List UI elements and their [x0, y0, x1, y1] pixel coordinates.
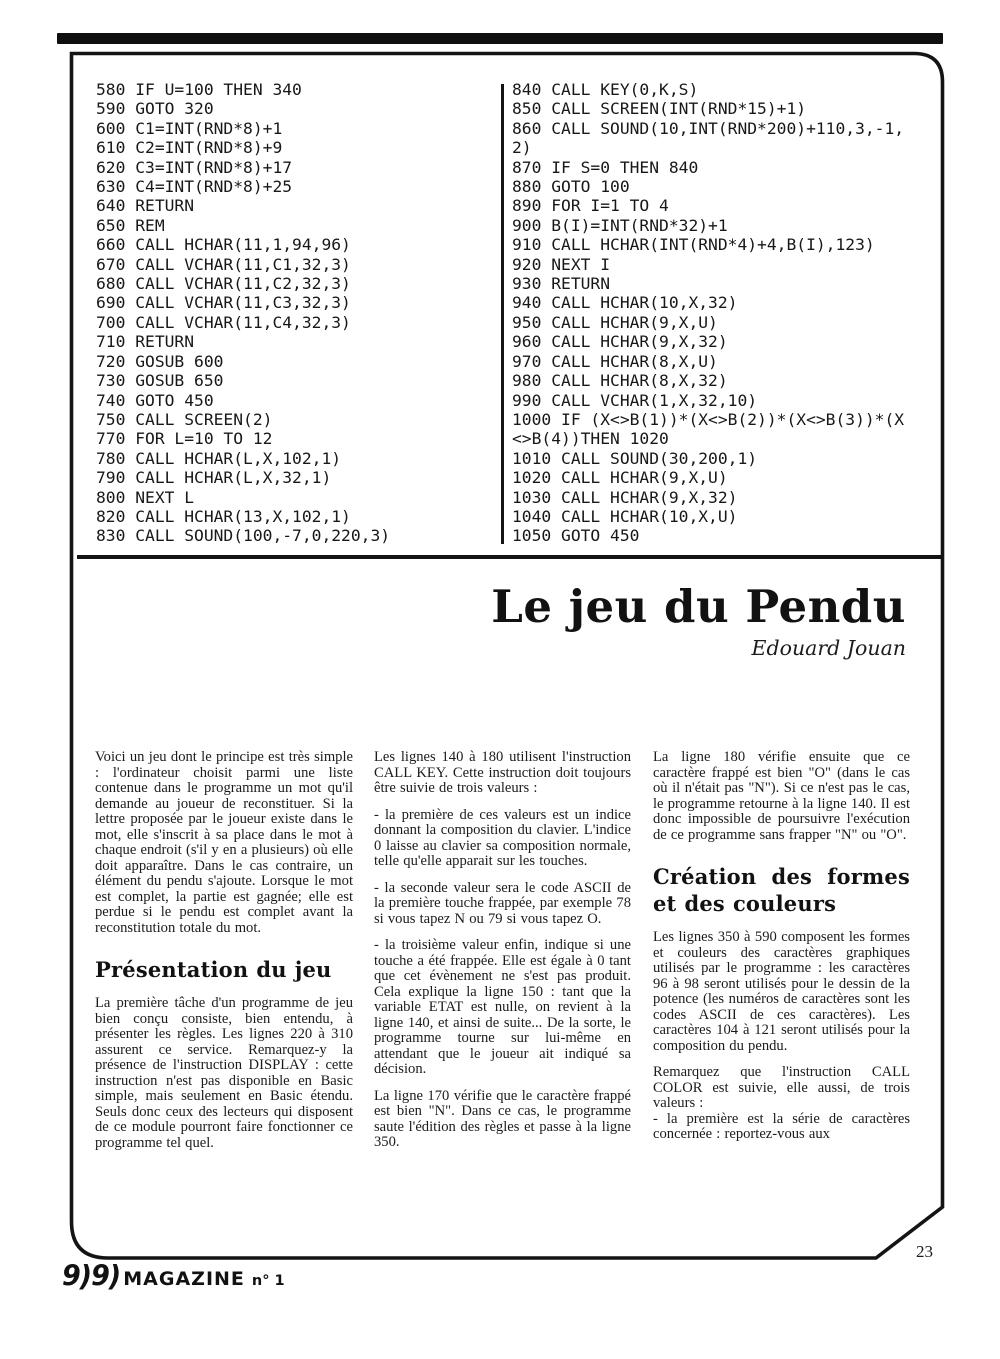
code-line: 910 CALL HCHAR(INT(RND*4)+4,B(I),123) — [512, 235, 875, 255]
code-line: 830 CALL SOUND(100,-7,0,220,3) — [96, 526, 391, 546]
code-line: 730 GOSUB 650 — [96, 371, 224, 391]
code-line: 600 C1=INT(RND*8)+1 — [96, 118, 283, 138]
code-line: 950 CALL HCHAR(9,X,U) — [512, 312, 718, 332]
article-paragraph: La ligne 170 vérifie que le caractère frappé est bien "N". Dans ce cas, le programme saute l'édition des règles et passe à la ligne 350. — [374, 1087, 631, 1150]
article-column-2 — [374, 750, 631, 1162]
code-line: 650 REM — [96, 215, 165, 235]
code-line: 980 CALL HCHAR(8,X,32) — [512, 371, 728, 391]
code-line: 850 CALL SCREEN(INT(RND*15)+1) — [512, 99, 807, 119]
code-line: 1010 CALL SOUND(30,200,1) — [512, 448, 758, 468]
code-line: 1050 GOTO 450 — [512, 526, 640, 546]
code-line: 1030 CALL HCHAR(9,X,32) — [512, 487, 738, 507]
code-line: 970 CALL HCHAR(8,X,U) — [512, 351, 718, 371]
code-line: 690 CALL VCHAR(11,C3,32,3) — [96, 293, 351, 313]
article-paragraph: - la seconde valeur sera le code ASCII de la première touche frappée, par exemple 78 si vous tapez N ou 79 si vous tapez O. — [374, 879, 631, 927]
logo-issue-number: n° 1 — [251, 1273, 285, 1289]
article-paragraph: La ligne 180 vérifie ensuite que ce caractère frappé est bien "O" (dans le cas où il n'était pas "N"). Si ce n'est pas le cas, le programme retourne à la ligne 140. Il est donc impossible de poursuivre l'exécution de ce programme sans frapper "N" ou "O". — [653, 749, 910, 843]
code-line: 640 RETURN — [96, 196, 195, 216]
code-line: 590 GOTO 320 — [96, 99, 214, 119]
article-column-1 — [95, 750, 353, 1162]
magazine-logo — [62, 1261, 285, 1292]
code-listing-left-column — [96, 80, 390, 546]
code-line: 2) — [512, 138, 532, 158]
page-number: 23 — [916, 1242, 933, 1261]
code-line: 790 CALL HCHAR(L,X,32,1) — [96, 468, 332, 488]
code-line: 700 CALL VCHAR(11,C4,32,3) — [96, 312, 351, 332]
code-column-divider — [501, 84, 504, 544]
article-paragraph: Les lignes 350 à 590 composent les formes et couleurs des caractères graphiques utilisés par le programme : les caractères 96 à 98 seront utilisés pour le dessin de la potence (les numéros de caractères sont les codes ASCII de ces caractères). Les caractères 104 à 121 seront utilisés pour la composition du pendu. — [653, 929, 910, 1054]
article-paragraph: La première tâche d'un programme de jeu bien conçu consiste, bien entendu, à présenter les règles. Les lignes 220 à 310 assurent ce service. Remarquez-y la présence de l'instruction DISPLAY : cette instruction n'est pas disponible en Basic simple, mais seulement en Basic étendu. Seuls donc ceux des lecteurs qui disposent de ce module pourront faire fonctionner ce programme tel quel. — [95, 995, 353, 1151]
article-paragraph: - la troisième valeur enfin, indique si une touche a été frappée. Elle est égale à 0 tant que cet évènement ne s'est pas produit. Cela explique la ligne 150 : tant que la variable ETAT est nulle, on revient à la ligne 140, et ainsi de suite... De la sorte, le programme tourne sur lui-même en attendant que le joueur ait indiqué sa décision. — [374, 937, 631, 1077]
code-line: 870 IF S=0 THEN 840 — [512, 157, 699, 177]
code-line: 620 C3=INT(RND*8)+17 — [96, 157, 293, 177]
code-line: 660 CALL HCHAR(11,1,94,96) — [96, 235, 351, 255]
section-separator-rule — [77, 555, 941, 559]
code-line: 1000 IF (X<>B(1))*(X<>B(2))*(X<>B(3))*(X — [512, 409, 905, 429]
article-title: Le jeu du Pendu — [491, 580, 906, 633]
code-line: 860 CALL SOUND(10,INT(RND*200)+110,3,-1, — [512, 118, 905, 138]
code-line: 880 GOTO 100 — [512, 177, 630, 197]
code-line: <>B(4))THEN 1020 — [512, 429, 669, 449]
section-heading: Présentation du jeu — [95, 957, 332, 982]
article-paragraph: Les lignes 140 à 180 utilisent l'instruction CALL KEY. Cette instruction doit toujours être suivie de trois valeurs : — [374, 749, 631, 796]
code-line: 670 CALL VCHAR(11,C1,32,3) — [96, 254, 351, 274]
logo-magazine-text: MAGAZINE — [123, 1268, 245, 1290]
code-line: 750 CALL SCREEN(2) — [96, 409, 273, 429]
code-listing-right-column — [512, 80, 904, 546]
code-line: 1040 CALL HCHAR(10,X,U) — [512, 506, 738, 526]
code-line: 630 C4=INT(RND*8)+25 — [96, 177, 293, 197]
code-line: 920 NEXT I — [512, 254, 611, 274]
article-header — [300, 580, 906, 660]
code-line: 800 NEXT L — [96, 487, 195, 507]
code-line: 780 CALL HCHAR(L,X,102,1) — [96, 448, 342, 468]
top-rule-bar — [57, 33, 943, 44]
logo-99-mark: 9)9) — [62, 1260, 121, 1293]
article-paragraph: Remarquez que l'instruction CALL COLOR est suivie, elle aussi, de trois valeurs : — [653, 1064, 910, 1111]
code-line: 930 RETURN — [512, 274, 611, 294]
code-line: 720 GOSUB 600 — [96, 351, 224, 371]
code-line: 940 CALL HCHAR(10,X,32) — [512, 293, 738, 313]
article-author: Edouard Jouan — [751, 635, 906, 660]
section-heading: Création des formes et des couleurs — [653, 864, 910, 916]
code-line: 710 RETURN — [96, 332, 195, 352]
code-line: 990 CALL VCHAR(1,X,32,10) — [512, 390, 758, 410]
code-line: 900 B(I)=INT(RND*32)+1 — [512, 215, 728, 235]
code-line: 580 IF U=100 THEN 340 — [96, 80, 302, 99]
code-line: 840 CALL KEY(0,K,S) — [512, 80, 699, 99]
article-column-3 — [653, 750, 910, 1154]
article-paragraph: Voici un jeu dont le principe est très simple : l'ordinateur choisit parmi une liste contenue dans le programme un mot qu'il demande au joueur de reconstituer. Si la lettre proposée par le joueur existe dans le mot, elle s'inscrit à sa place dans le mot à chaque endroit (s'il y en a plusieurs) où elle doit apparaître. Dans le cas contraire, un élément du pendu s'ajoute. Lorsque le mot est complet, la partie est gagnée; elle est perdue si le pendu est complet avant la reconstitution totale du mot. — [95, 749, 353, 936]
code-line: 820 CALL HCHAR(13,X,102,1) — [96, 506, 351, 526]
code-line: 740 GOTO 450 — [96, 390, 214, 410]
code-line: 1020 CALL HCHAR(9,X,U) — [512, 468, 728, 488]
code-line: 890 FOR I=1 TO 4 — [512, 196, 669, 216]
article-paragraph: - la première de ces valeurs est un indice donnant la composition du clavier. L'indice 0 laisse au clavier sa composition normale, telle qu'elle apparait sur les touches. — [374, 806, 631, 869]
code-line: 610 C2=INT(RND*8)+9 — [96, 138, 283, 158]
code-line: 680 CALL VCHAR(11,C2,32,3) — [96, 274, 351, 294]
code-line: 960 CALL HCHAR(9,X,32) — [512, 332, 728, 352]
article-paragraph: - la première est la série de caractères concernée : reportez-vous aux — [653, 1110, 910, 1142]
code-line: 770 FOR L=10 TO 12 — [96, 429, 273, 449]
